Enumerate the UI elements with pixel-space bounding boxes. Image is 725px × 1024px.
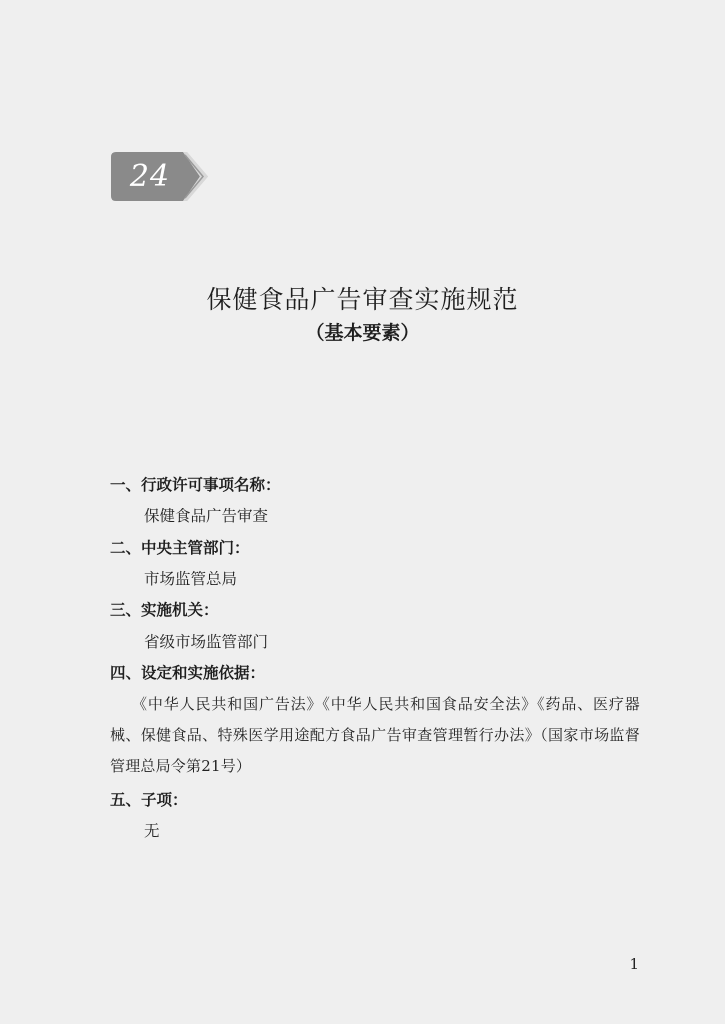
section-heading: 一、行政许可事项名称：	[110, 476, 281, 494]
chapter-badge	[109, 151, 211, 202]
chapter-number: 24	[129, 159, 171, 194]
section-item-name-content	[110, 506, 640, 526]
section-legal-basis-content	[110, 689, 640, 782]
section-heading: 四、设定和实施依据：	[110, 664, 266, 682]
section-heading: 五、子项：	[110, 791, 188, 809]
section-content: 保健食品广告审查	[144, 507, 269, 525]
section-paragraph: 《中华人民共和国广告法》《中华人民共和国食品安全法》《药品、医疗器械、保健食品、特殊医学用途配方食品广告审查管理暂行办法》（国家市场监督管理总局令第21号）	[110, 695, 640, 775]
section-authority-content	[110, 569, 640, 589]
section-content: 无	[144, 822, 160, 840]
section-implementing-agency-content	[110, 632, 640, 652]
section-legal-basis	[110, 663, 640, 683]
document-subtitle: （基本要素）	[305, 322, 420, 344]
section-authority	[110, 538, 640, 558]
page-number: 1	[629, 955, 639, 973]
section-sub-items-content	[110, 821, 640, 841]
section-content: 省级市场监管部门	[144, 633, 269, 651]
section-item-name	[110, 475, 640, 495]
section-content: 市场监管总局	[144, 570, 238, 588]
document-title: 保健食品广告审查实施规范	[206, 285, 519, 314]
section-heading: 二、中央主管部门：	[110, 539, 250, 557]
section-heading: 三、实施机关：	[110, 601, 219, 619]
section-sub-items	[110, 790, 640, 810]
section-implementing-agency	[110, 600, 640, 620]
